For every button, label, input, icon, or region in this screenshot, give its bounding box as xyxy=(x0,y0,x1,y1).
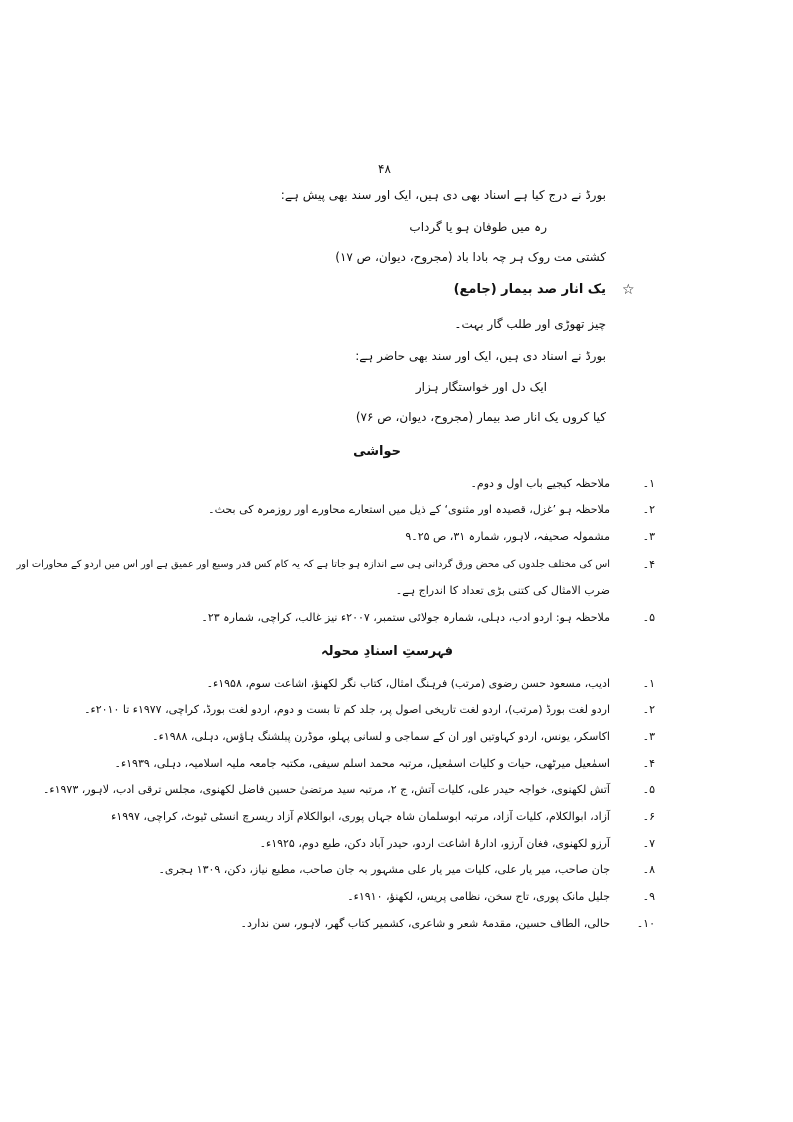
footnotes-heading: حواشی xyxy=(353,444,401,459)
body-paragraph: بورڈ نے درج کیا ہے اسناد بھی دی ہیں، ایک اور سند بھی پیش ہے: xyxy=(280,188,606,202)
entry-heading: یک انار صد بیمار (جامع) xyxy=(453,282,606,297)
footnote-number: ۱۔ xyxy=(642,477,655,490)
footnote-number: ۴۔ xyxy=(642,558,655,571)
reference-number: ۸۔ xyxy=(642,863,655,876)
verse-line: ایک دل اور خواستگار ہزار xyxy=(415,380,547,394)
reference-text: آتش لکھنوی، خواجہ حیدر علی، کلیات آتش، ج ۲، مرتبہ سید مرتضیٰ حسین فاضل لکھنوی، مجلس ترقی ادب، لاہور، ۱۹۷۳ء۔ xyxy=(42,783,610,796)
reference-text: ادیب، مسعود حسن رضوی (مرتب) فرہنگ امثال، کتاب نگر لکھنؤ، اشاعت سوم، ۱۹۵۸ء۔ xyxy=(206,677,610,690)
references-heading: فہرستِ اسنادِ محولہ xyxy=(321,644,453,659)
entry-definition: چیز تھوڑی اور طلب گار بہت۔ xyxy=(454,317,606,331)
footnote-number: ۳۔ xyxy=(642,530,655,543)
footnote-text: ملاحظہ کیجیے باب اول و دوم۔ xyxy=(470,477,610,490)
reference-number: ۹۔ xyxy=(642,890,655,903)
reference-text: اردو لغت بورڈ (مرتب)، اردو لغت تاریخی اصول پر، جلد کم تا بست و دوم، اردو لغت بورڈ، کراچی، ۱۹۷۷ء تا ۲۰۱۰ء۔ xyxy=(84,703,610,716)
page-number: ۴۸ xyxy=(378,162,391,176)
verse-line: کیا کروں یک انار صد بیمار (مجروح، دیوان، ص ۷۶) xyxy=(355,410,606,424)
footnote-number: ۲۔ xyxy=(642,503,655,516)
reference-text: آرزو لکھنوی، فغان آرزو، ادارۂ اشاعت اردو، حیدر آباد دکن، طبع دوم، ۱۹۲۵ء۔ xyxy=(259,837,610,850)
footnote-text: ملاحظہ ہو: اردو ادب، دہلی، شمارہ جولائی ستمبر، ۲۰۰۷ء نیز غالب، کراچی، شمارہ ۲۳۔ xyxy=(201,611,610,624)
footnote-text-continued: ضرب الامثال کی کتنی بڑی تعداد کا اندراج ہے۔ xyxy=(395,584,610,597)
reference-number: ۵۔ xyxy=(642,783,655,796)
reference-number: ۱۔ xyxy=(642,677,655,690)
footnote-text: مشمولہ صحیفہ، لاہور، شمارہ ۳۱، ص ۲۵۔۹ xyxy=(405,530,610,543)
reference-number: ۳۔ xyxy=(642,730,655,743)
reference-number: ۲۔ xyxy=(642,703,655,716)
reference-number: ۶۔ xyxy=(642,810,655,823)
footnote-number: ۵۔ xyxy=(642,611,655,624)
reference-text: جلیل مانک پوری، تاج سخن، نظامی پریس، لکھنؤ، ۱۹۱۰ء۔ xyxy=(347,890,610,903)
reference-text: اکاسکر، یونس، اردو کہاوتیں اور ان کے سماجی و لسانی پہلو، موڈرن پبلشنگ ہاؤس، دہلی، ۱۹۸۸ء۔ xyxy=(152,730,610,743)
reference-number: ۴۔ xyxy=(642,757,655,770)
reference-text: حالی، الطاف حسین، مقدمۂ شعر و شاعری، کشمیر کتاب گھر، لاہور، سن ندارد۔ xyxy=(240,917,610,930)
body-paragraph: بورڈ نے اسناد دی ہیں، ایک اور سند بھی حاضر ہے: xyxy=(355,349,606,363)
reference-number: ۷۔ xyxy=(642,837,655,850)
footnote-text: ملاحظہ ہو ’غزل، قصیدہ اور مثنوی‘ کے ذیل میں استعارے محاورے اور روزمرہ کی بحث۔ xyxy=(208,503,610,516)
footnote-text: اس کی مختلف جلدوں کی محض ورق گردانی ہی سے اندازہ ہو جاتا ہے کہ یہ کام کس قدر وسیع اور عمیق ہے اور اس میں اردو کے محاورات اور xyxy=(16,559,610,570)
star-icon: ☆ xyxy=(622,282,635,298)
verse-line: رہ میں طوفان ہو یا گرداب xyxy=(409,220,547,234)
verse-line: کشتی مت روک ہر چہ بادا باد (مجروح، دیوان، ص ۱۷) xyxy=(335,250,606,264)
reference-number: ۱۰۔ xyxy=(636,917,655,930)
reference-text: جان صاحب، میر یار علی، کلیات میر یار علی مشہور بہ جان صاحب، مطبع نیاز، دکن، ۱۳۰۹ ہجری۔ xyxy=(158,863,610,876)
reference-text: آزاد، ابوالکلام، کلیات آزاد، مرتبہ ابوسلمان شاہ جہاں پوری، ابوالکلام آزاد ریسرچ انسٹی ٹیوٹ، کراچی، ۱۹۹۷ء xyxy=(111,810,610,823)
reference-text: اسمٰعیل میرٹھی، حیات و کلیات اسمٰعیل، مرتبہ محمد اسلم سیفی، مکتبہ جامعہ ملیہ اسلامیہ، دہلی، ۱۹۳۹ء۔ xyxy=(114,757,610,770)
